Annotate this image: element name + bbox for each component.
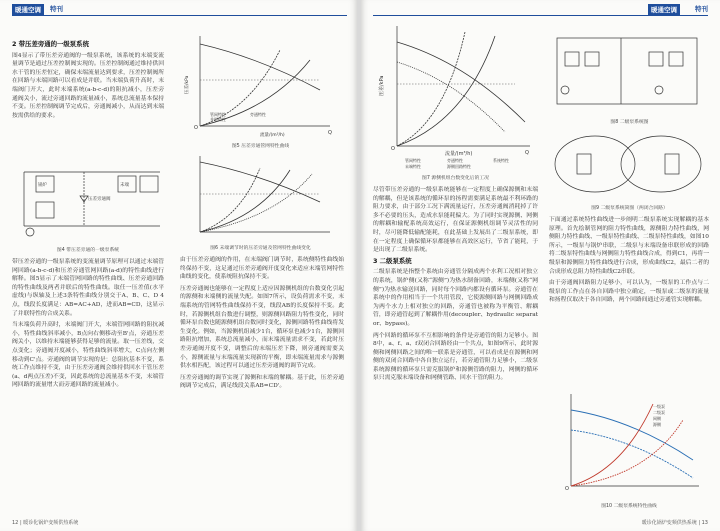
brand-logo: 暖通空调 <box>12 4 44 15</box>
pump-icon <box>26 228 34 236</box>
origin-label: O <box>391 146 395 152</box>
flow-axis-label: 流量/(m³/h) <box>445 151 473 157</box>
flow-axis-label: 流量/(m³/h) <box>260 133 285 138</box>
pump-curve <box>200 44 320 90</box>
right-column-2 <box>549 216 709 305</box>
bypass-valve-label: 压差旁通阀 <box>88 197 111 202</box>
left-column-2 <box>180 256 344 391</box>
terminal-label: 末端 <box>120 183 129 188</box>
figure-8-caption: 图8 二级泵系统图 <box>610 120 649 125</box>
header-rule <box>373 15 708 16</box>
paragraph: 下面通过系统特性曲线进一步阐明二级泵系统实现解耦的基本原理。首先绘制管网的阻力特性曲线，源侧阻力特性曲线，网侧阻力特性曲线、一级泵特性曲线、二级泵特性曲线，如图10所示，一级泵与锅炉串联，二级泵与末端设备串联形成的回路将二级泵特性曲线与网侧阻力特性曲线合成，得到C1，再将一级泵和源侧阻力特性曲线进行合成，形成曲线C2，最后二者的合成形成总阻力特性曲线C2串联。 <box>549 217 709 275</box>
section-heading: 3 二级泵系统 <box>373 256 412 265</box>
right-column-1 <box>373 186 538 383</box>
legend-item: 旁通特性 <box>447 158 463 163</box>
pressure-axis-label: 压差/kPa <box>379 75 385 96</box>
flow-q-label: Q <box>525 150 529 156</box>
legend-item: 旁通特性 <box>250 112 266 117</box>
boiler-label: 锅炉 <box>38 183 47 188</box>
secondary-pump-curve <box>571 430 693 478</box>
pressure-axis-label: 压差/kPa <box>185 75 190 94</box>
header-rule <box>12 15 347 16</box>
legend-item: 管网特性 <box>405 158 421 163</box>
page-number: 12 <box>12 520 19 526</box>
paragraph: 由于旁通阀回路阻力足够小，可以认为，一级泵的工作点与二级泵的工作点在各自回路中独立确定，一级泵或二级泵的流量和扬程仅取决于各自回路，两个回路间通过旁通管实现解耦。 <box>549 280 709 304</box>
section-tag: 特刊 <box>695 5 708 13</box>
page-number: 13 <box>701 520 708 526</box>
legend-item: 一级泵 <box>653 404 665 409</box>
origin-label: O <box>194 125 198 131</box>
pump-icon <box>655 86 663 94</box>
paragraph: 二级泵系统是指整个系统由旁通管分隔成两个水利工况相对独立的系统，锅炉侧(又称“源侧”)为热水制备回路，末端侧(又称“网侧”)为热水输送回路，同时每个回路内都设有循环泵。旁通管在系统中的作用相当于一个共用管段，它使源侧回路与网侧回路成为两个水力上相对独立的回路，旁通管也被称为平衡管、解耦管，即旁通管起到了解耦作用(decoupler、hydraulic separator、bypass)。 <box>373 269 538 327</box>
figure-6-chart <box>180 152 340 242</box>
page-number-left: 12 | 暖诊化锅炉变频供热系统 <box>12 520 79 526</box>
legend-item: 末端特性 <box>405 164 421 169</box>
flow-q-label: Q <box>328 130 332 136</box>
legend-item: 源侧 <box>653 422 661 427</box>
brand-logo: 暖通空调 <box>648 4 680 15</box>
figure-5-chart <box>180 30 340 140</box>
figure-7-chart <box>375 22 535 172</box>
legend-item: 管网特性 <box>210 112 226 117</box>
paragraph: 图4显示了带压差旁通阀的一级泵系统，该系统的末端变流量调节是通过压差控制阀实现的。压差控制阀通过维持供回水干管的压差恒定，确保末端流量达到要求，压差控制阀所在回路与末端回路可以看成是并联。当末端负荷升高时，末端阀门开大，此时末端系统(a-b-c-d)的阻抗减小，压差旁通阀关小，流过旁通回路的流量减小，系统总流量基本保持不变。压差控制阀调节完成后，旁通阀减小，从而达到末端按需供给的要求。 <box>12 52 164 119</box>
primary-pump-curve <box>571 410 693 460</box>
figure-4-diagram <box>14 168 162 244</box>
legend-item: 网侧 <box>653 416 661 421</box>
legend-item: 二级泵 <box>653 410 665 415</box>
left-column-1b <box>12 258 164 390</box>
paragraph: 两个回路的循环泵不互相影响的条件是旁通管的阻力足够小。图8中，a、f、a、f双闭合回路经由一个共点，如图9所示，此时源侧和网侧回路之间的唯一联系是旁通管，可以看成是在源侧和网侧的双闭合回路中各自独立运行，若旁通管阻力足够小，二级泵系统源侧的循环泵只需克服锅炉和源侧管路的阻力，网侧的循环泵只需克服末端设备和网侧管路、回水干管的阻力。 <box>373 332 538 382</box>
origin-label: O <box>565 486 569 492</box>
figure-6-caption: 图6 末端调节时的压差旁通及管网特性曲线变化 <box>210 246 311 251</box>
paragraph: 尽管带压差旁通的一级泵系统能够在一定程度上确保源侧和末端的解耦，但是该系统的循环泵的扬程需要满足系统最不利环路的阻力要求，由于部分工况下满流量运行，压差旁通阀消耗掉了许多不必要的压头，造成水泵能耗偏大。为了同时实现源侧、网侧的解耦和输配系统高效运行，在保证源侧机组调节灵活性的同时，尽可能降低输配能耗，在此基础上发展出了二级泵系统，即在一定程度上确保循环泵都能够在高效区运行，节省了能耗，于是出现了二级泵系统。 <box>373 187 538 254</box>
legend-item: 并联特性 <box>210 117 226 122</box>
legend-item: 源侧回路特性 <box>447 164 471 169</box>
figure-10-caption: 图10 二级泵系统特性曲线 <box>601 504 657 509</box>
boiler-box-2 <box>36 202 54 218</box>
footer-title: 暖诊化锅炉变频供热系统 <box>23 520 79 526</box>
paragraph: 带压差旁通的一级泵系统的变流量调节原理可以通过末端管网回路(a-b-c-d)和压差旁通管网回路(a-d)的特性曲线进行解释。图5显示了末端管网回路的特性曲线、压差旁通回路的特性曲线及两者并联后的特性曲线。取任一压差值(水平虚线)与纵轴及上述3条特性曲线分别交于A、B、C、D 4点，线段长度满足：AB=AC+AD，进而AB=CD，这显示了并联特性的合成关系。 <box>12 259 164 317</box>
paragraph: 压差旁通阀也能够在一定程度上适应因源侧机组的台数变化引起的源侧和末端侧的流量失配。如图7所示，设负荷需求不变，末端系统的管网特性曲线保持不变，线段AB的长度保持不变。此时，若源侧机组台数进行调整，则源侧回路阻力特性变化，同时循环泵台数也随源侧机组台数同时变化，源侧回路特性曲线将发生变化。例如，当源侧机组减少1台，循环泵也减少1台，源侧回路阻抗增加，系统总流量减小，而末端流量需求不变，若此时压差旁通阀开度不变，调整后的末端压差下降，则旁通阀需要关小，源侧流量与末端流量实现新的平衡，即末端流量需求与源侧供水相匹配，该过程可以通过压差旁通阀的调节完成。 <box>180 285 344 370</box>
left-page <box>0 0 357 531</box>
terminal-box-2 <box>140 176 158 192</box>
figure-9-diagram <box>549 130 707 202</box>
figure-4-caption: 图4 带压差旁通的一级泵系统 <box>56 248 120 253</box>
paragraph: 压差旁通阀的调节实现了源侧和末端的解耦。基于此，压差旁通阀调节完成后，满足线段关系AB=CD'。 <box>180 374 344 390</box>
paragraph: 当末端负荷升高时，末端阀门开大，末端管网回路的阻抗减小，特性曲线斜率减小，B点向右侧移动至B'点，旁通压差阀关小，以维持末端能够获得足够的流量。取一压差线，交点变化；旁通阀开度减小，特性曲线斜率增大，C点向左侧移动到C'点。旁通阀的调节实现的是：总阻抗基本不变，系统工作点维持不变，由于压差旁通阀会维持供回水干管压差(a、d两点压差)不变，因此系统的总流量基本不变，末端管网回路的流量增大而旁通回路的流量减小。 <box>12 322 164 389</box>
figure-8-diagram <box>549 30 707 116</box>
right-page <box>361 0 720 531</box>
figure-7-caption: 图7 源侧机组台数变化后的工况 <box>422 176 489 181</box>
source-curve <box>571 420 683 486</box>
figure-5-caption: 图5 压差旁通管网特性曲线 <box>231 144 290 149</box>
left-column-1 <box>12 38 164 120</box>
legend-item: 系统特性 <box>493 158 509 163</box>
footer-title: 暖诊化锅炉变频供热系统 <box>641 520 697 526</box>
paragraph: 由于压差旁通阀的作用，在末端阀门调节时，系统侧特性曲线始终保持不变，这足通过压差旁通阀开度变化来适应末端管网特性曲线的变化，使系统阻抗保持不变。 <box>180 257 344 281</box>
page-number-right: 暖诊化锅炉变频供热系统 | 13 <box>641 520 708 526</box>
figure-9-caption: 图9 二级泵系统简图（两闭合回路） <box>591 206 668 211</box>
section-tag: 特刊 <box>50 5 63 13</box>
network-curve <box>571 404 653 486</box>
section-heading: 2 带压差旁通的一级泵系统 <box>12 40 89 48</box>
pump-icon <box>561 86 569 94</box>
figure-10-chart <box>553 390 703 500</box>
